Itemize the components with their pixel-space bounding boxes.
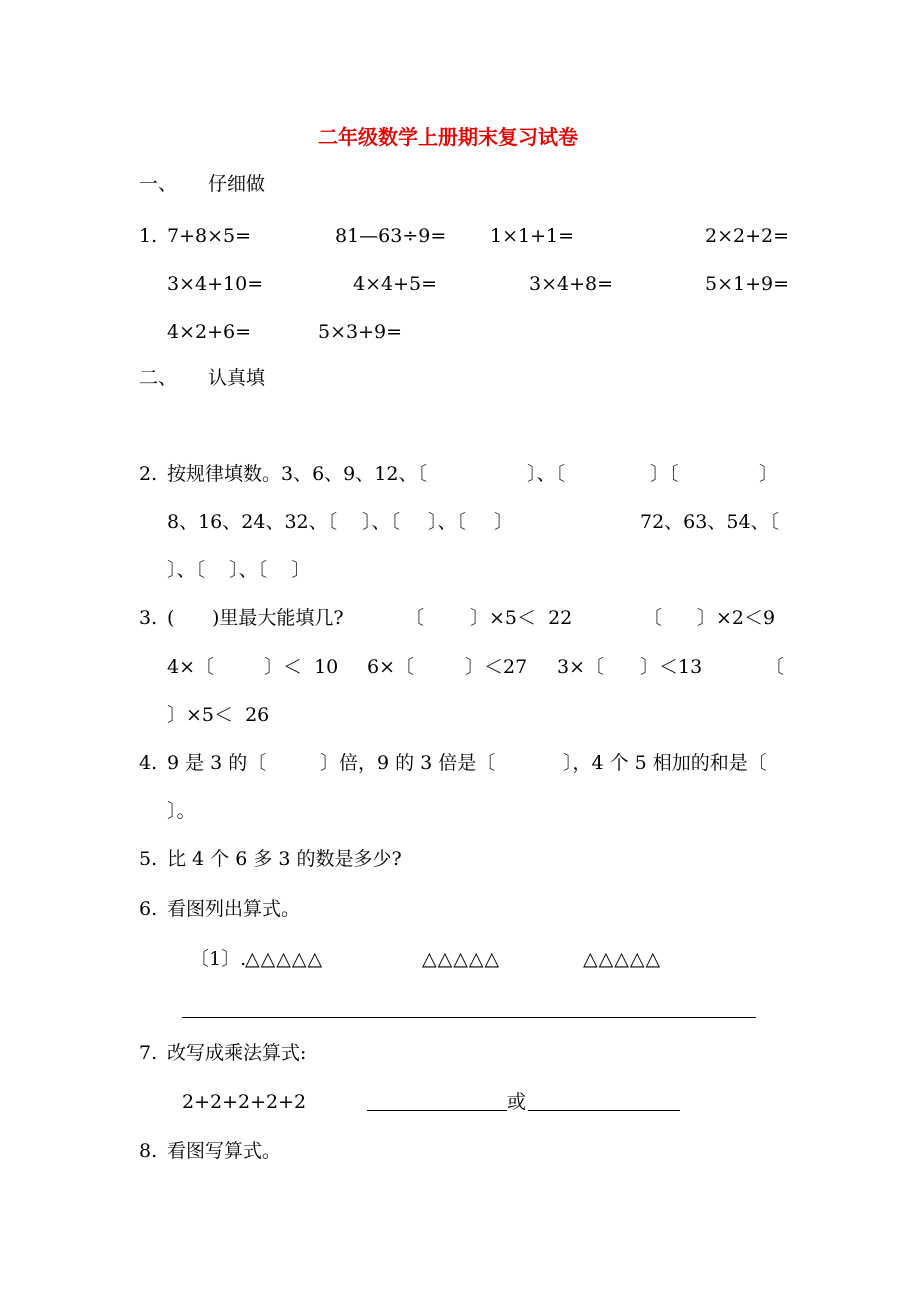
- or-text: 或: [507, 1091, 527, 1113]
- bracket-text: 〕: [759, 463, 779, 485]
- bracket-text: 〕、〔: [527, 463, 566, 485]
- bracket-text: 〕×5＜ 22: [470, 607, 573, 629]
- question-text: 按规律填数。3、6、9、12、〔: [167, 463, 427, 485]
- question-text: 看图列出算式。: [167, 898, 301, 920]
- triangle-group: △△△△△: [422, 948, 501, 970]
- page-title: 二年级数学上册期末复习试卷: [318, 125, 578, 149]
- expression: 3×4+10=: [167, 273, 264, 295]
- question-number: 1.: [139, 225, 158, 247]
- sub-question-label: 〔1〕.: [190, 948, 247, 970]
- section-2-label: 认真填: [208, 367, 266, 389]
- question-text: )里最大能填几?: [212, 607, 344, 629]
- triangle-group: △△△△△: [583, 948, 662, 970]
- question-text: 〕，4 个 5 相加的和是〔: [563, 752, 767, 774]
- triangle-group: △△△△△: [245, 948, 324, 970]
- bracket-text: 〕、〔: [428, 511, 467, 533]
- section-1-label: 仔细做: [208, 173, 266, 195]
- question-text: 〕倍，9 的 3 倍是〔: [320, 752, 496, 774]
- bracket-text: 〕、〔: [362, 511, 401, 533]
- question-text: 8、16、24、32、〔: [167, 511, 338, 533]
- question-text: 〕。: [167, 800, 196, 822]
- question-text: 3×〔: [557, 656, 605, 678]
- question-text: 〕、〔 〕、〔 〕: [167, 559, 311, 581]
- expression: 3×4+8=: [529, 273, 614, 295]
- question-text: 6×〔: [367, 656, 415, 678]
- question-text: 9 是 3 的〔: [167, 752, 267, 774]
- expression: 2×2+2=: [705, 225, 790, 247]
- section-2-number: 二、: [139, 367, 178, 389]
- expression: 4×2+6=: [167, 321, 252, 343]
- bracket-text: 〔: [765, 656, 785, 678]
- question-number: 2.: [139, 463, 158, 485]
- answer-line[interactable]: [367, 1110, 507, 1111]
- bracket-text: 〕〔: [650, 463, 679, 485]
- expression: 7+8×5=: [167, 225, 252, 247]
- question-text: 72、63、54、〔: [640, 511, 780, 533]
- question-number: 3.: [139, 607, 158, 629]
- question-text: 看图写算式。: [167, 1140, 282, 1162]
- question-number: 8.: [139, 1140, 158, 1162]
- expression: 5×3+9=: [318, 321, 403, 343]
- expression: 81—63÷9=: [335, 225, 447, 247]
- answer-line[interactable]: [528, 1110, 680, 1111]
- question-text: 4×〔: [167, 656, 215, 678]
- question-text: 改写成乘法算式:: [167, 1042, 307, 1064]
- bracket-text: 〕: [494, 511, 514, 533]
- question-text: (: [167, 607, 175, 629]
- expression: 4×4+5=: [353, 273, 438, 295]
- question-number: 6.: [139, 898, 158, 920]
- expression: 1×1+1=: [490, 225, 575, 247]
- bracket-text: 〕＜13: [640, 656, 703, 678]
- bracket-text: 〕＜27: [465, 656, 528, 678]
- addition-expression: 2+2+2+2+2: [182, 1091, 307, 1113]
- bracket-text: 〕×2＜9: [697, 607, 776, 629]
- question-text: 比 4 个 6 多 3 的数是多少?: [167, 848, 402, 870]
- question-number: 5.: [139, 848, 158, 870]
- question-text: 〕×5＜ 26: [167, 704, 270, 726]
- bracket-text: 〕＜ 10: [264, 656, 339, 678]
- answer-line[interactable]: [182, 1017, 756, 1018]
- question-number: 4.: [139, 752, 158, 774]
- bracket-text: 〔: [643, 607, 663, 629]
- expression: 5×1+9=: [705, 273, 790, 295]
- question-number: 7.: [139, 1042, 158, 1064]
- section-1-number: 一、: [139, 173, 178, 195]
- bracket-text: 〔: [405, 607, 425, 629]
